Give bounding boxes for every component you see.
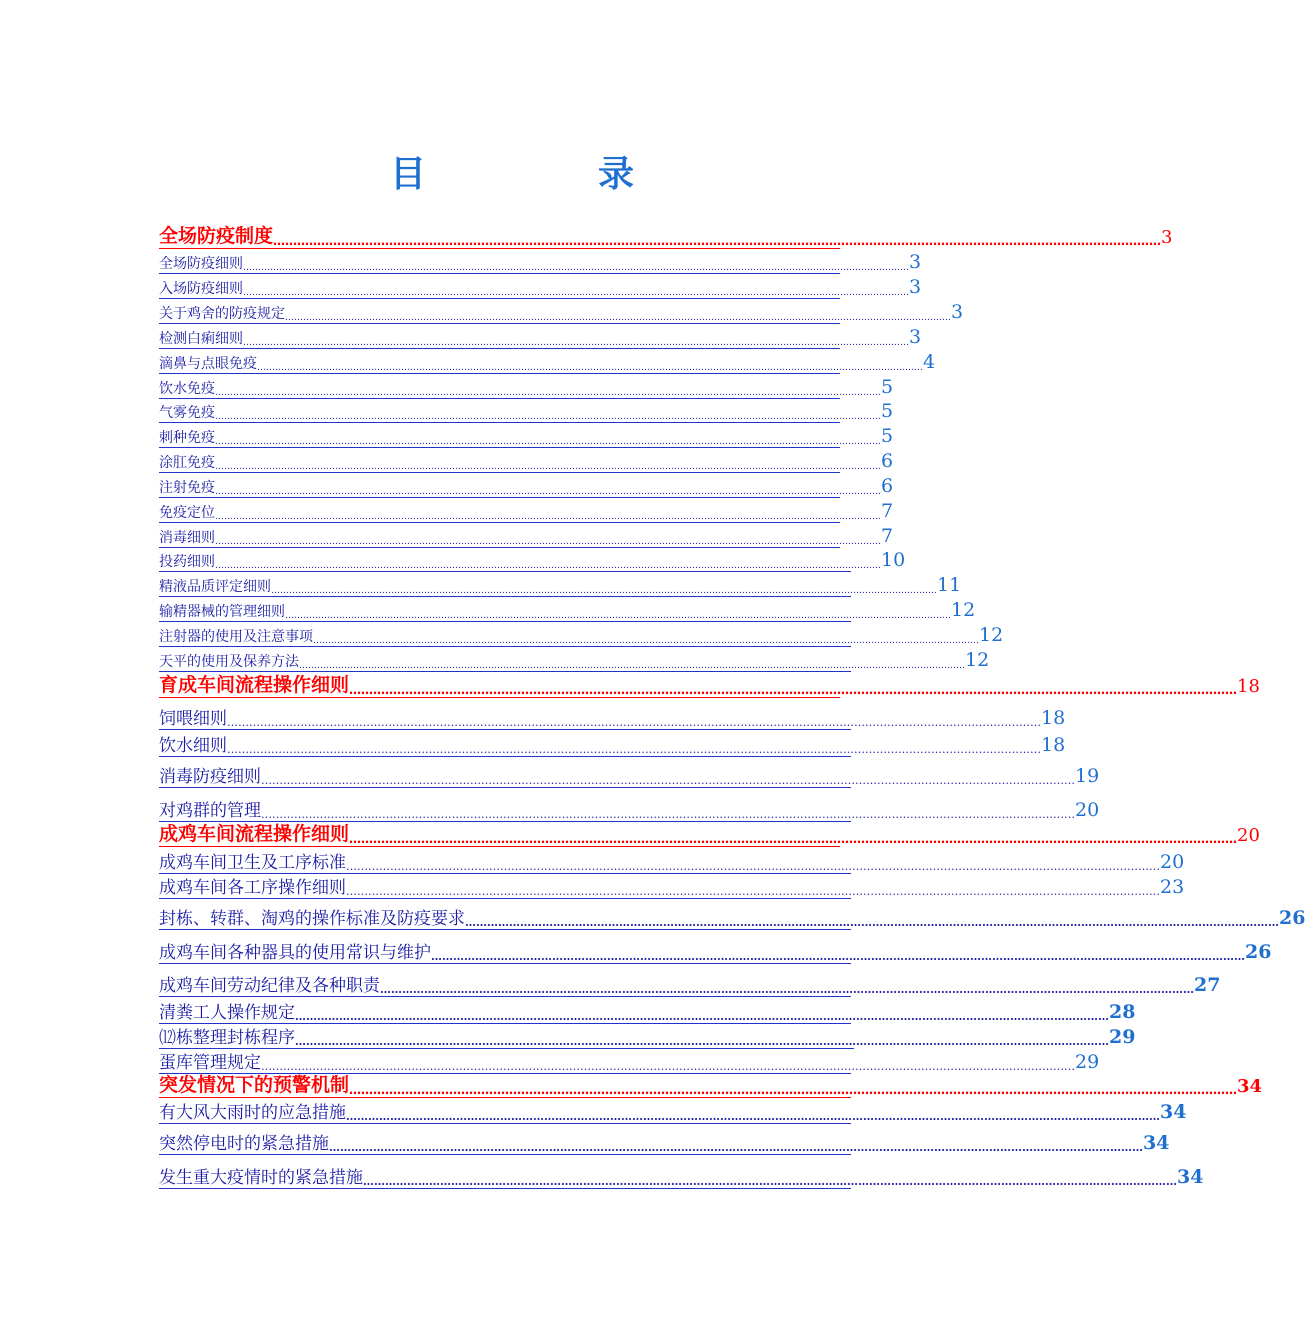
title-char-1: 目 — [390, 154, 427, 195]
toc-item[interactable]: 饮水细则 …………………………………………………………………………………………………………………………………………………………………………………………………… 18 — [159, 734, 1066, 756]
toc-item[interactable]: 投药细则 …………………………………………………………………………………………………………………………………………………………………………………………………… 10 — [159, 549, 906, 571]
toc-item[interactable]: 滴鼻与点眼免疫 …………………………………………………………………………………………………………………………………………………………………………………………………… 4 — [159, 351, 936, 373]
toc-item[interactable]: 成鸡车间卫生及工序标准 …………………………………………………………………………………………………………………………………………………………………………………………………… 20 — [159, 851, 1185, 873]
toc-item[interactable]: 对鸡群的管理 …………………………………………………………………………………………………………………………………………………………………………………………………… 20 — [159, 799, 1100, 821]
toc-item[interactable]: 成鸡车间各工序操作细则 …………………………………………………………………………………………………………………………………………………………………………………………………… 23 — [159, 876, 1185, 898]
toc-item[interactable]: 检测白痢细则 …………………………………………………………………………………………………………………………………………………………………………………………………… 3 — [159, 326, 922, 348]
toc-item[interactable]: 免疫定位 …………………………………………………………………………………………………………………………………………………………………………………………………… 7 — [159, 500, 894, 522]
title-char-2: 录 — [598, 154, 635, 195]
toc-item[interactable]: 涂肛免疫 …………………………………………………………………………………………………………………………………………………………………………………………………… 6 — [159, 450, 894, 472]
toc-section[interactable]: 突发情况下的预警机制 …………………………………………………………………………………………………………………………………………………………………………………………………… 34 — [159, 1074, 1263, 1097]
toc-item[interactable]: 突然停电时的紧急措施 …………………………………………………………………………………………………………………………………………………………………………………………………… 34 — [159, 1132, 1170, 1154]
toc-item[interactable]: 天平的使用及保养方法 …………………………………………………………………………………………………………………………………………………………………………………………………… 12 — [159, 649, 990, 671]
toc-item[interactable]: 关于鸡舍的防疫规定 …………………………………………………………………………………………………………………………………………………………………………………………………… 3 — [159, 301, 964, 323]
toc-item[interactable]: 消毒防疫细则 …………………………………………………………………………………………………………………………………………………………………………………………………… 19 — [159, 765, 1100, 787]
toc-section[interactable]: 全场防疫制度 …………………………………………………………………………………………………………………………………………………………………………………………………… 3 — [159, 225, 1173, 248]
toc-item[interactable]: ⑿栋整理封栋程序 …………………………………………………………………………………………………………………………………………………………………………………………………… 29 — [159, 1026, 1136, 1048]
toc-item[interactable]: 成鸡车间劳动纪律及各种职责 …………………………………………………………………………………………………………………………………………………………………………………………………… 27 — [159, 974, 1221, 996]
toc-item[interactable]: 清粪工人操作规定 …………………………………………………………………………………………………………………………………………………………………………………………………… 28 — [159, 1001, 1136, 1023]
toc-section[interactable]: 育成车间流程操作细则 …………………………………………………………………………………………………………………………………………………………………………………………………… 18 — [159, 674, 1260, 697]
toc-item[interactable]: 注射免疫 …………………………………………………………………………………………………………………………………………………………………………………………………… 6 — [159, 475, 894, 497]
toc-item[interactable]: 注射器的使用及注意事项 …………………………………………………………………………………………………………………………………………………………………………………………………… 12 — [159, 624, 1004, 646]
toc-section[interactable]: 成鸡车间流程操作细则 …………………………………………………………………………………………………………………………………………………………………………………………………… 20 — [159, 823, 1260, 846]
toc-item[interactable]: 封栋、转群、淘鸡的操作标准及防疫要求 …………………………………………………………………………………………………………………………………………………………………………………………………… 26 — [159, 907, 1305, 929]
toc-item[interactable]: 有大风大雨时的应急措施 …………………………………………………………………………………………………………………………………………………………………………………………………… 34 — [159, 1101, 1187, 1123]
toc-item[interactable]: 精液品质评定细则 …………………………………………………………………………………………………………………………………………………………………………………………………… 11 — [159, 574, 962, 596]
toc-item[interactable]: 入场防疫细则 …………………………………………………………………………………………………………………………………………………………………………………………………… 3 — [159, 276, 922, 298]
toc-item[interactable]: 刺种免疫 …………………………………………………………………………………………………………………………………………………………………………………………………… 5 — [159, 425, 894, 447]
toc-item[interactable]: 消毒细则 …………………………………………………………………………………………………………………………………………………………………………………………………… 7 — [159, 525, 894, 547]
toc-item[interactable]: 输精器械的管理细则 …………………………………………………………………………………………………………………………………………………………………………………………………… 12 — [159, 599, 976, 621]
toc-item[interactable]: 蛋库管理规定 …………………………………………………………………………………………………………………………………………………………………………………………………… 29 — [159, 1051, 1100, 1073]
toc-item[interactable]: 成鸡车间各种器具的使用常识与维护 …………………………………………………………………………………………………………………………………………………………………………………………………… 26 — [159, 941, 1272, 963]
toc-item[interactable]: 饲喂细则 …………………………………………………………………………………………………………………………………………………………………………………………………… 18 — [159, 707, 1066, 729]
toc-item[interactable]: 气雾免疫 …………………………………………………………………………………………………………………………………………………………………………………………………… 5 — [159, 400, 894, 422]
toc-item[interactable]: 饮水免疫 …………………………………………………………………………………………………………………………………………………………………………………………………… 5 — [159, 376, 894, 398]
toc-item[interactable]: 发生重大疫情时的紧急措施 …………………………………………………………………………………………………………………………………………………………………………………………………… 34 — [159, 1166, 1204, 1188]
toc-item[interactable]: 全场防疫细则 …………………………………………………………………………………………………………………………………………………………………………………………………… 3 — [159, 251, 922, 273]
